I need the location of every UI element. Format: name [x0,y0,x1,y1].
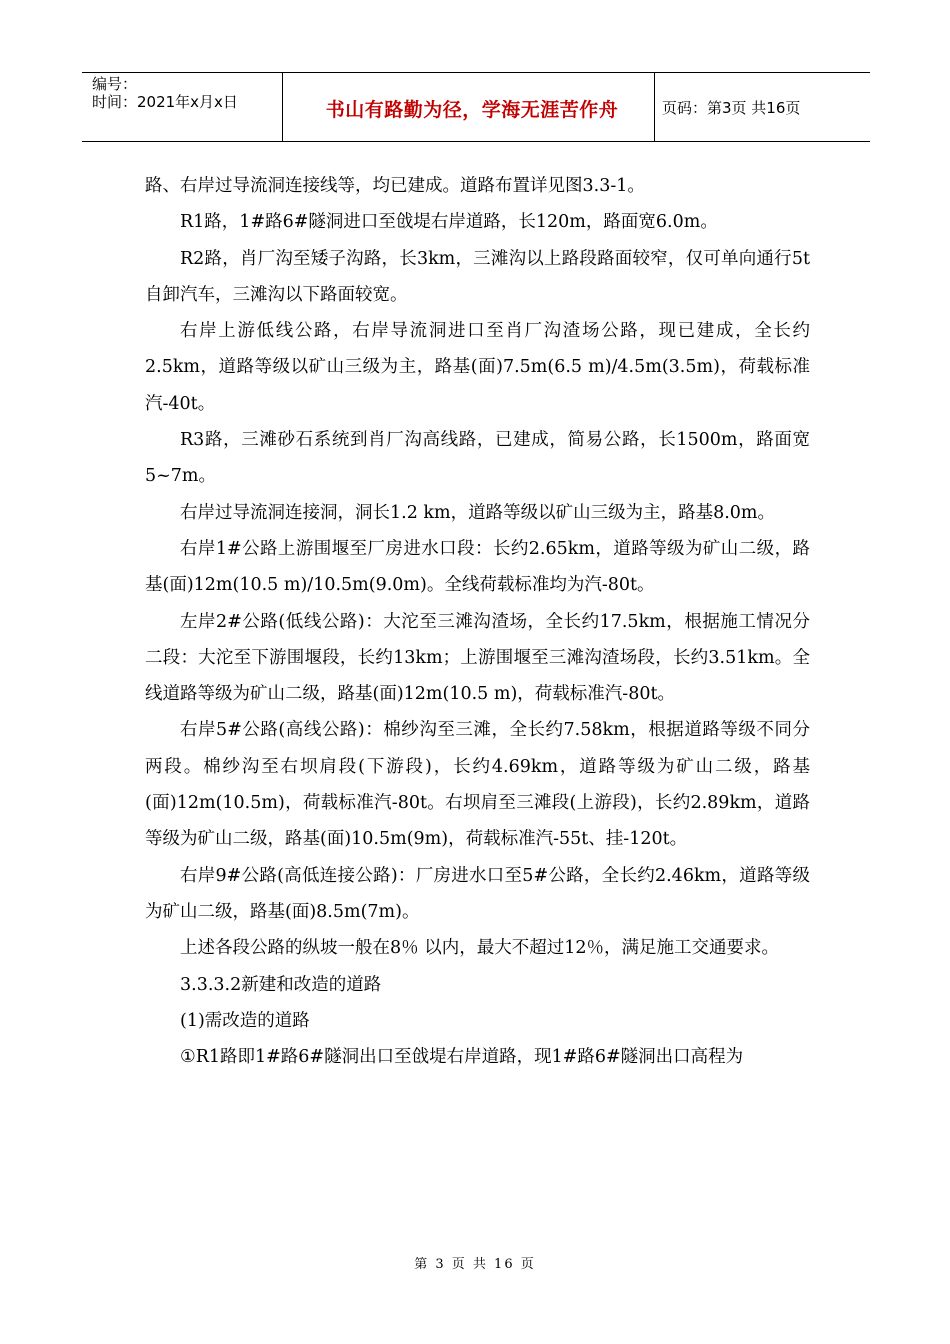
paragraph: 路、右岸过导流洞连接线等，均已建成。道路布置详见图3.3-1。 [145,176,645,196]
paragraph: 左岸2#公路(低线公路)：大沱至三滩沟渣场，全长约17.5km，根据施工情况分二段：大沱至下游围堰段，长约13km；上游围堰至三滩沟渣场段，长约3.51km。全线道路等级为矿山二级，路基(面)12m(10.5 m)，荷载标准汽-80t。 [145,611,810,705]
header-page-info: 页码：第3页 共16页 [662,99,801,117]
paragraph: 右岸9#公路(高低连接公路)：厂房进水口至5#公路，全长约2.46km，道路等级为矿山二级，路基(面)8.5m(7m)。 [145,865,810,922]
paragraph: R2路，肖厂沟至矮子沟路，长3km，三滩沟以上路段路面较窄，仅可单向通行5t自卸汽车，三滩沟以下路面较宽。 [145,248,810,305]
header-meta [92,75,238,111]
page-header [82,72,870,142]
paragraph: 右岸5#公路(高线公路)：棉纱沟至三滩，全长约7.58km，根据道路等级不同分两段。棉纱沟至右坝肩段(下游段)，长约4.69km，道路等级为矿山二级，路基(面)12m(10.5m)，荷载标准汽-80t。右坝肩至三滩段(上游段)，长约2.89km，道路等级为矿山二级，路基(面)10.5m(9m)，荷载标准汽-55t、挂-120t。 [145,720,810,850]
section-heading: 3.3.3.2新建和改造的道路 [180,974,382,995]
number-label: 编号： [92,75,138,93]
header-divider [654,73,655,141]
paragraph: 右岸1#公路上游围堰至厂房进水口段：长约2.65km，道路等级为矿山二级，路基(面)12m(10.5 m)/10.5m(9.0m)。全线荷载标准均为汽-80t。 [145,538,810,596]
paragraph: R1路，1#路6#隧洞进口至戗堤右岸道路，长120m，路面宽6.0m。 [180,212,718,233]
paragraph: ①R1路即1#路6#隧洞出口至戗堤右岸道路，现1#路6#隧洞出口高程为 [180,1047,744,1068]
paragraph: 上述各段公路的纵坡一般在8％ 以内，最大不超过12％，满足施工交通要求。 [180,938,779,959]
header-divider [282,73,283,141]
paragraph: 右岸上游低线公路，右岸导流洞进口至肖厂沟渣场公路，现已建成，全长约2.5km，道路等级以矿山三级为主，路基(面)7.5m(6.5 m)/4.5m(3.5m)，荷载标准汽-40t。 [145,321,810,414]
time-label: 时间：2021年x月x日 [92,93,238,111]
paragraph: R3路，三滩砂石系统到肖厂沟高线路，已建成，简易公路，长1500m，路面宽5~7m。 [145,430,810,487]
header-motto: 书山有路勤为径，学海无涯苦作舟 [325,99,619,121]
subsection-heading: (1)需改造的道路 [180,1010,310,1031]
page-footer: 第 3 页 共 16 页 [414,1257,536,1272]
paragraph: 右岸过导流洞连接洞，洞长1.2 km，道路等级以矿山三级为主，路基8.0m。 [180,502,776,523]
body-text [145,168,810,1075]
